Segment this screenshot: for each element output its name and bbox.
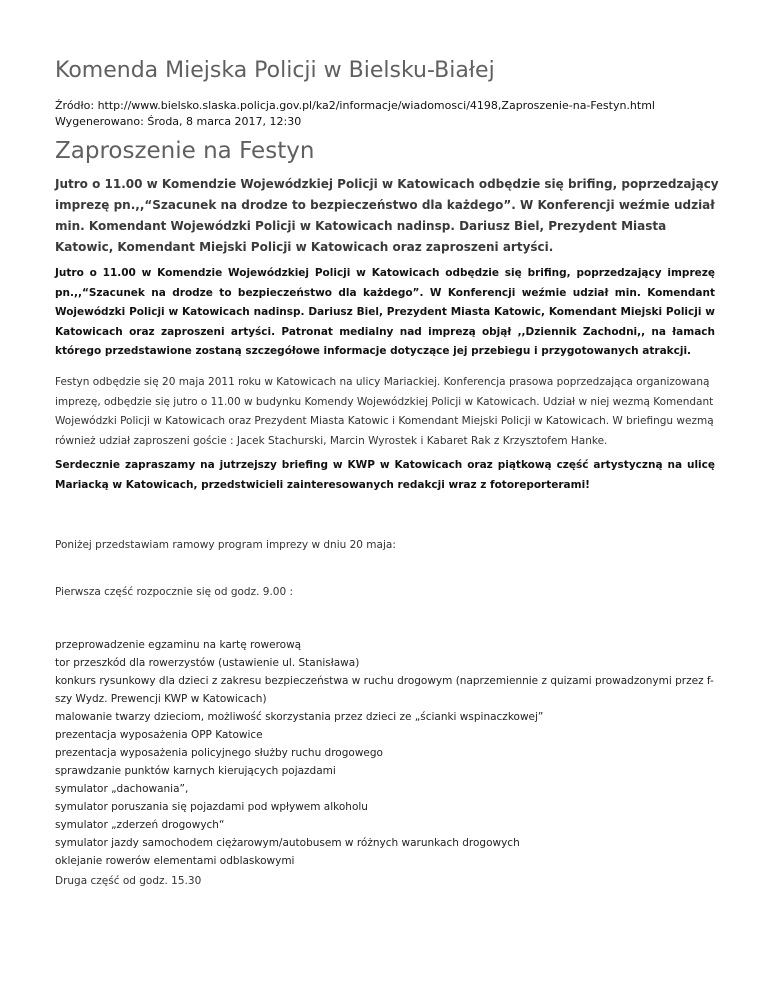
generated-line: Wygenerowano: Środa, 8 marca 2017, 12:30: [55, 115, 302, 128]
site-title: Komenda Miejska Policji w Bielsku-Białej: [55, 58, 495, 83]
list-item: prezentacja wyposażenia policyjnego służby ruchu drogowego: [55, 747, 383, 759]
list-item: symulator jazdy samochodem ciężarowym/autobusem w różnych warunkach drogowych: [55, 837, 520, 849]
program-list: [55, 636, 715, 870]
list-item: przeprowadzenie egzaminu na kartę rowerową: [55, 639, 302, 651]
list-item: malowanie twarzy dzieciom, możliwość skorzystania przez dzieci ze „ścianki wspinaczkowej”: [55, 711, 544, 723]
document-meta: [55, 98, 655, 130]
article-title: Zaproszenie na Festyn: [55, 138, 315, 164]
article-paragraph: Festyn odbędzie się 20 maja 2011 roku w Katowicach na ulicy Mariackiej. Konferencja prasowa poprzedzająca organizowaną imprezę, odbędzie się jutro o 11.00 w budynku Komendy Wojewódzkiej Policji w Katowicach. Udział w niej wezmą Komendant Wojewódzki Policji w Katowicach oraz Prezydent Miasta Katowic i Komendant Miejski Policji w Katowicach. W briefingu wezmą również udział zaproszeni goście : Jacek Stachurski, Marcin Wyrostek i Kabaret Rak z Krzysztofem Hanke.: [55, 376, 714, 447]
article-lead: Jutro o 11.00 w Komendzie Wojewódzkiej Policji w Katowicach odbędzie się brifing, poprzedzający imprezę pn.,,“Szacunek na drodze to bezpieczeństwo dla każdego”. W Konferencji weźmie udział min. Komendant Wojewódzki Policji w Katowicach nadinsp. Dariusz Biel, Prezydent Miasta Katowic, Komendant Miejski Policji w Katowicach oraz zaproszeni artyści.: [55, 177, 719, 254]
list-item: oklejanie rowerów elementami odblaskowymi: [55, 855, 295, 867]
list-item: tor przeszkód dla rowerzystów (ustawienie ul. Stanisława): [55, 657, 360, 669]
list-item: sprawdzanie punktów karnych kierujących pojazdami: [55, 765, 336, 777]
list-item: prezentacja wyposażenia OPP Katowice: [55, 729, 263, 741]
program-part-one-heading: Pierwsza część rozpocznie się od godz. 9.00 :: [55, 586, 294, 598]
program-part-two-heading: Druga część od godz. 15.30: [55, 875, 202, 887]
article-paragraph-invitation: Serdecznie zapraszamy na jutrzejszy briefing w KWP w Katowicach oraz piątkową część artystyczną na ulicę Mariacką w Katowicach, przedstwicieli zainteresowanych redakcji wraz z fotoreporterami!: [55, 459, 715, 491]
list-item: symulator poruszania się pojazdami pod wpływem alkoholu: [55, 801, 368, 813]
list-item: symulator „dachowania”,: [55, 783, 189, 795]
list-item: symulator „zderzeń drogowych“: [55, 819, 225, 831]
program-intro: Poniżej przedstawiam ramowy program imprezy w dniu 20 maja:: [55, 539, 396, 551]
source-line: Źródło: http://www.bielsko.slaska.policja.gov.pl/ka2/informacje/wiadomosci/4198,Zaproszenie-na-Festyn.html: [55, 99, 655, 112]
article-paragraph-bold: Jutro o 11.00 w Komendzie Wojewódzkiej Policji w Katowicach odbędzie się brifing, poprzedzający imprezę pn.,,“Szacunek na drodze to bezpieczeństwo dla każdego”. W Konferencji weźmie udział min. Komendant Wojewódzki Policji w Katowicach nadinsp. Dariusz Biel, Prezydent Miasta Katowic, Komendant Miejski Policji w Katowicach oraz zaproszeni artyści. Patronat medialny nad imprezą objął ,,Dziennik Zachodni,, na łamach którego przedstawione zostaną szczegółowe informacje dotyczące jej przebiegu i przygotowanych atrakcji.: [55, 267, 715, 357]
list-item: konkurs rysunkowy dla dzieci z zakresu bezpieczeństwa w ruchu drogowym (naprzemiennie z quizami prowadzonymi przez f-szy Wydz. Prewencji KWP w Katowicach): [55, 675, 714, 705]
